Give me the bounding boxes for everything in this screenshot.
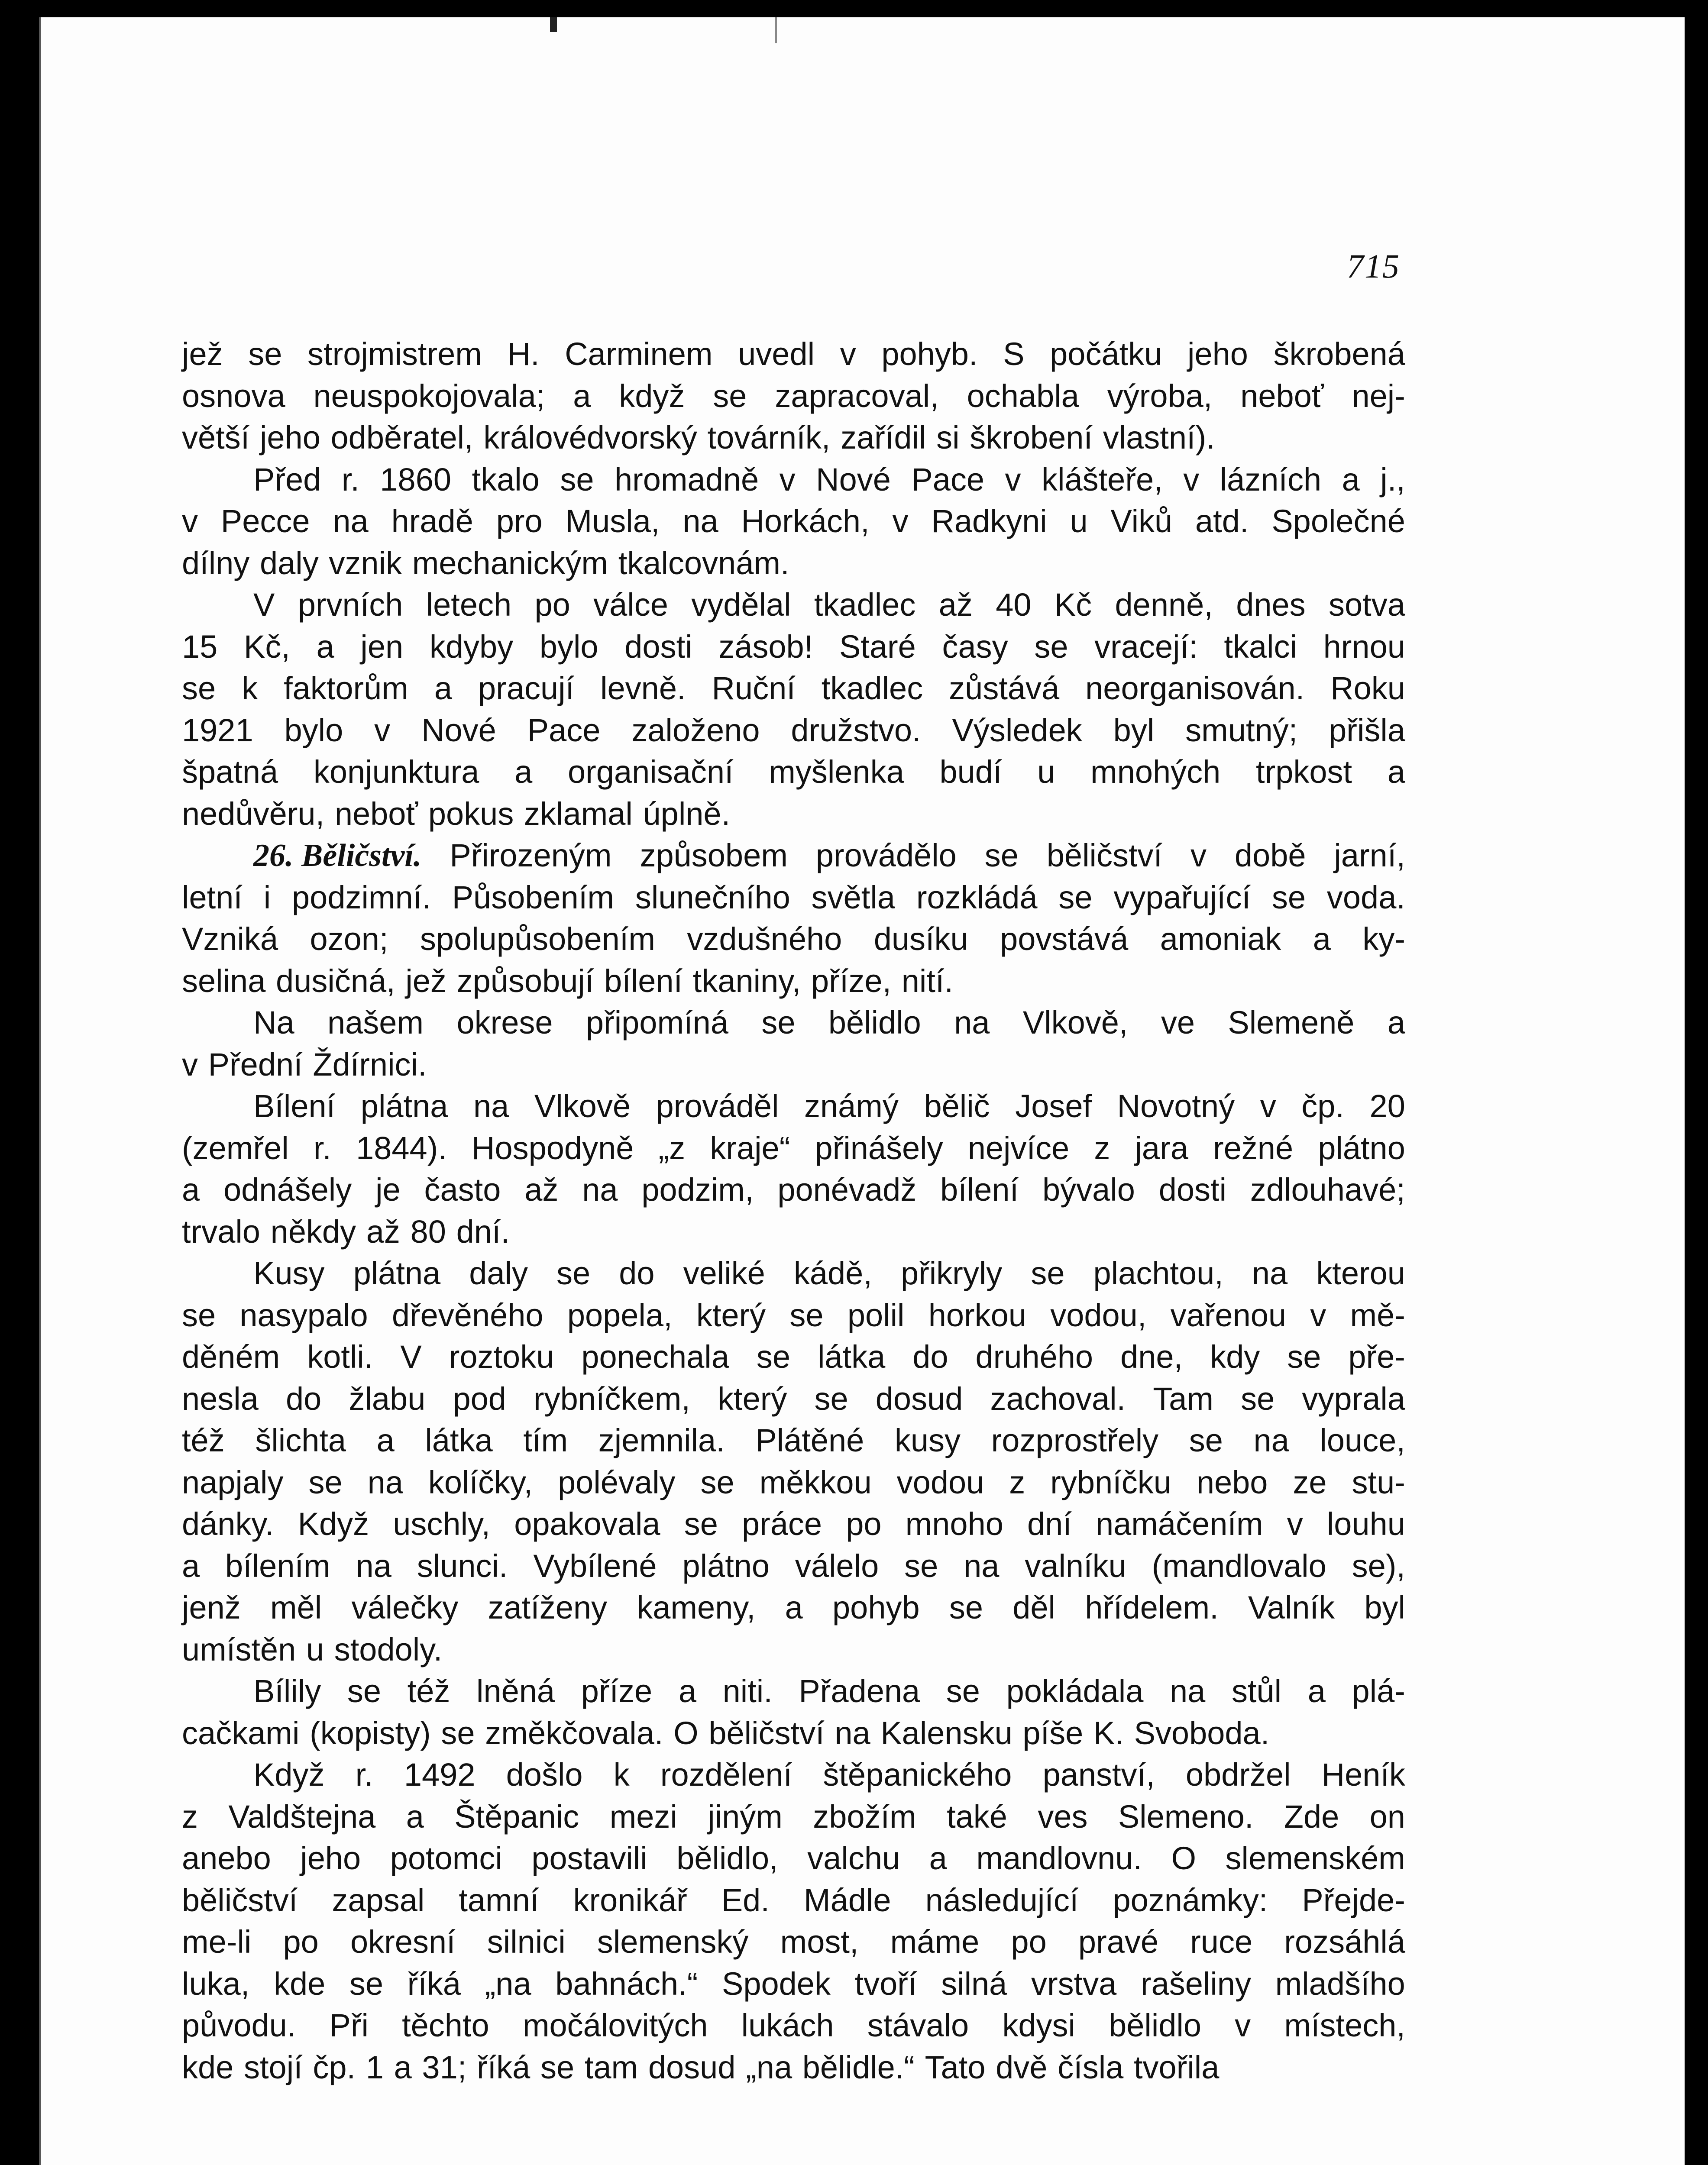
text-line: (zemřel r. 1844). Hospodyně „z kraje“ přinášely nejvíce z jara režné plátno (182, 1130, 1405, 1166)
text-line: umístěn u stodoly. (182, 1631, 443, 1667)
paragraph (182, 1253, 1405, 1671)
text-line: se k faktorům a pracují levně. Ruční tkadlec zůstává neorganisován. Roku (182, 670, 1405, 706)
paragraph (182, 459, 1405, 585)
text-line: Bílily se též lněná příze a niti. Přadena se pokládala na stůl a plá- (253, 1673, 1405, 1709)
text-line: v Přední Ždírnici. (182, 1046, 427, 1082)
text-line: špatná konjunktura a organisační myšlenka budí u mnohých trpkost a (182, 754, 1405, 790)
text-line: selina dusičná, jež způsobují bílení tkaniny, příze, nití. (182, 963, 954, 999)
section-heading: 26. Běličství. (253, 838, 422, 873)
text-line: děném kotli. V roztoku ponechala se látka do druhého dne, kdy se pře- (182, 1339, 1405, 1375)
paragraph (182, 584, 1405, 835)
text-line: nesla do žlabu pod rybníčkem, který se dosud zachoval. Tam se vyprala (182, 1380, 1405, 1417)
text-line: osnova neuspokojovala; a když se zapracoval, ochabla výroba, neboť nej- (182, 378, 1405, 414)
text-line: větší jeho odběratel, královédvorský továrník, zařídil si škrobení vlastní). (182, 420, 1215, 456)
text-line: luka, kde se říká „na bahnách.“ Spodek tvoří silná vrstva rašeliny mladšího (182, 1965, 1405, 2002)
text-line: letní i podzimní. Působením slunečního světla rozkládá se vypařující se voda. (182, 879, 1405, 915)
text-line: původu. Při těchto močálovitých lukách stávalo kdysi bělidlo v místech, (182, 2007, 1405, 2043)
text-line: anebo jeho potomci postavili bělidlo, valchu a mandlovnu. O slemenském (182, 1840, 1405, 1876)
paragraph (182, 1002, 1405, 1086)
text-line: Bílení plátna na Vlkově prováděl známý bělič Josef Novotný v čp. 20 (253, 1088, 1405, 1124)
text-line: Když r. 1492 došlo k rozdělení štěpanického panství, obdržel Heník (253, 1757, 1405, 1793)
text-line: běličství zapsal tamní kronikář Ed. Mádle následující poznámky: Přejde- (182, 1882, 1405, 1918)
page-number: 715 (1347, 247, 1400, 285)
scan-artifact-top (550, 17, 557, 32)
text-line: a bílením na slunci. Vybílené plátno válelo se na valníku (mandlovalo se), (182, 1548, 1405, 1584)
text-line: z Valdštejna a Štěpanic mezi jiným zbožím také ves Slemeno. Zde on (182, 1798, 1405, 1835)
text-line: nedůvěru, neboť pokus zklamal úplně. (182, 795, 731, 832)
text-line: se nasypalo dřevěného popela, který se polil horkou vodou, vařenou v mě- (182, 1297, 1405, 1333)
text-line: V prvních letech po válce vydělal tkadlec až 40 Kč denně, dnes sotva (253, 587, 1405, 623)
text-line: napjaly se na kolíčky, polévaly se měkkou vodou z rybníčku nebo ze stu- (182, 1464, 1405, 1500)
book-page (39, 17, 1685, 2165)
paragraph (182, 333, 1405, 459)
paragraph (182, 1754, 1405, 2088)
paragraph (182, 1671, 1405, 1754)
text-line: Před r. 1860 tkalo se hromadně v Nové Pace v klášteře, v lázních a j., (253, 461, 1405, 498)
text-line: me-li po okresní silnici slemenský most, máme po pravé ruce rozsáhlá (182, 1924, 1405, 1960)
text-line: též šlichta a látka tím zjemnila. Plátěné kusy rozprostřely se na louce, (182, 1422, 1405, 1458)
text-line: 26. Běličství. Přirozeným způsobem provádělo se běličství v době jarní, (182, 835, 1405, 877)
text-line: jež se strojmistrem H. Carminem uvedl v pohyb. S počátku jeho škrobená (182, 336, 1405, 372)
text-line: trvalo někdy až 80 dní. (182, 1213, 510, 1250)
text-line: jenž měl válečky zatíženy kameny, a pohyb se děl hřídelem. Valník byl (182, 1590, 1405, 1625)
scan-artifact-top-line (775, 17, 777, 43)
text-line: v Pecce na hradě pro Musla, na Horkách, v Radkyni u Viků atd. Společné (182, 503, 1405, 539)
text-line: Na našem okrese připomíná se bělidlo na Vlkově, ve Slemeně a (253, 1005, 1405, 1040)
text-line: Vzniká ozon; spolupůsobením vzdušného dusíku povstává amoniak a ky- (182, 921, 1405, 957)
body-text (182, 333, 1405, 2088)
scan-artifact-left-edge (39, 17, 41, 2165)
text-line: a odnášely je často až na podzim, ponévadž bílení bývalo dosti zdlouhavé; (182, 1172, 1405, 1208)
text-line: Kusy plátna daly se do veliké kádě, přikryly se plachtou, na kterou (253, 1255, 1405, 1291)
text-line: kde stojí čp. 1 a 31; říká se tam dosud „na bělidle.“ Tato dvě čísla tvořila (182, 2049, 1220, 2085)
paragraph (182, 835, 1405, 1002)
text-line: dílny daly vznik mechanickým tkalcovnám. (182, 545, 789, 581)
text-line: 15 Kč, a jen kdyby bylo dosti zásob! Staré časy se vracejí: tkalci hrnou (182, 628, 1405, 665)
text-line: dánky. Když uschly, opakovala se práce po mnoho dní namáčením v louhu (182, 1506, 1405, 1542)
text-line: 1921 bylo v Nové Pace založeno družstvo. Výsledek byl smutný; přišla (182, 712, 1405, 748)
text-line: cačkami (kopisty) se změkčovala. O běličství na Kalensku píše K. Svoboda. (182, 1715, 1270, 1751)
paragraph (182, 1086, 1405, 1253)
